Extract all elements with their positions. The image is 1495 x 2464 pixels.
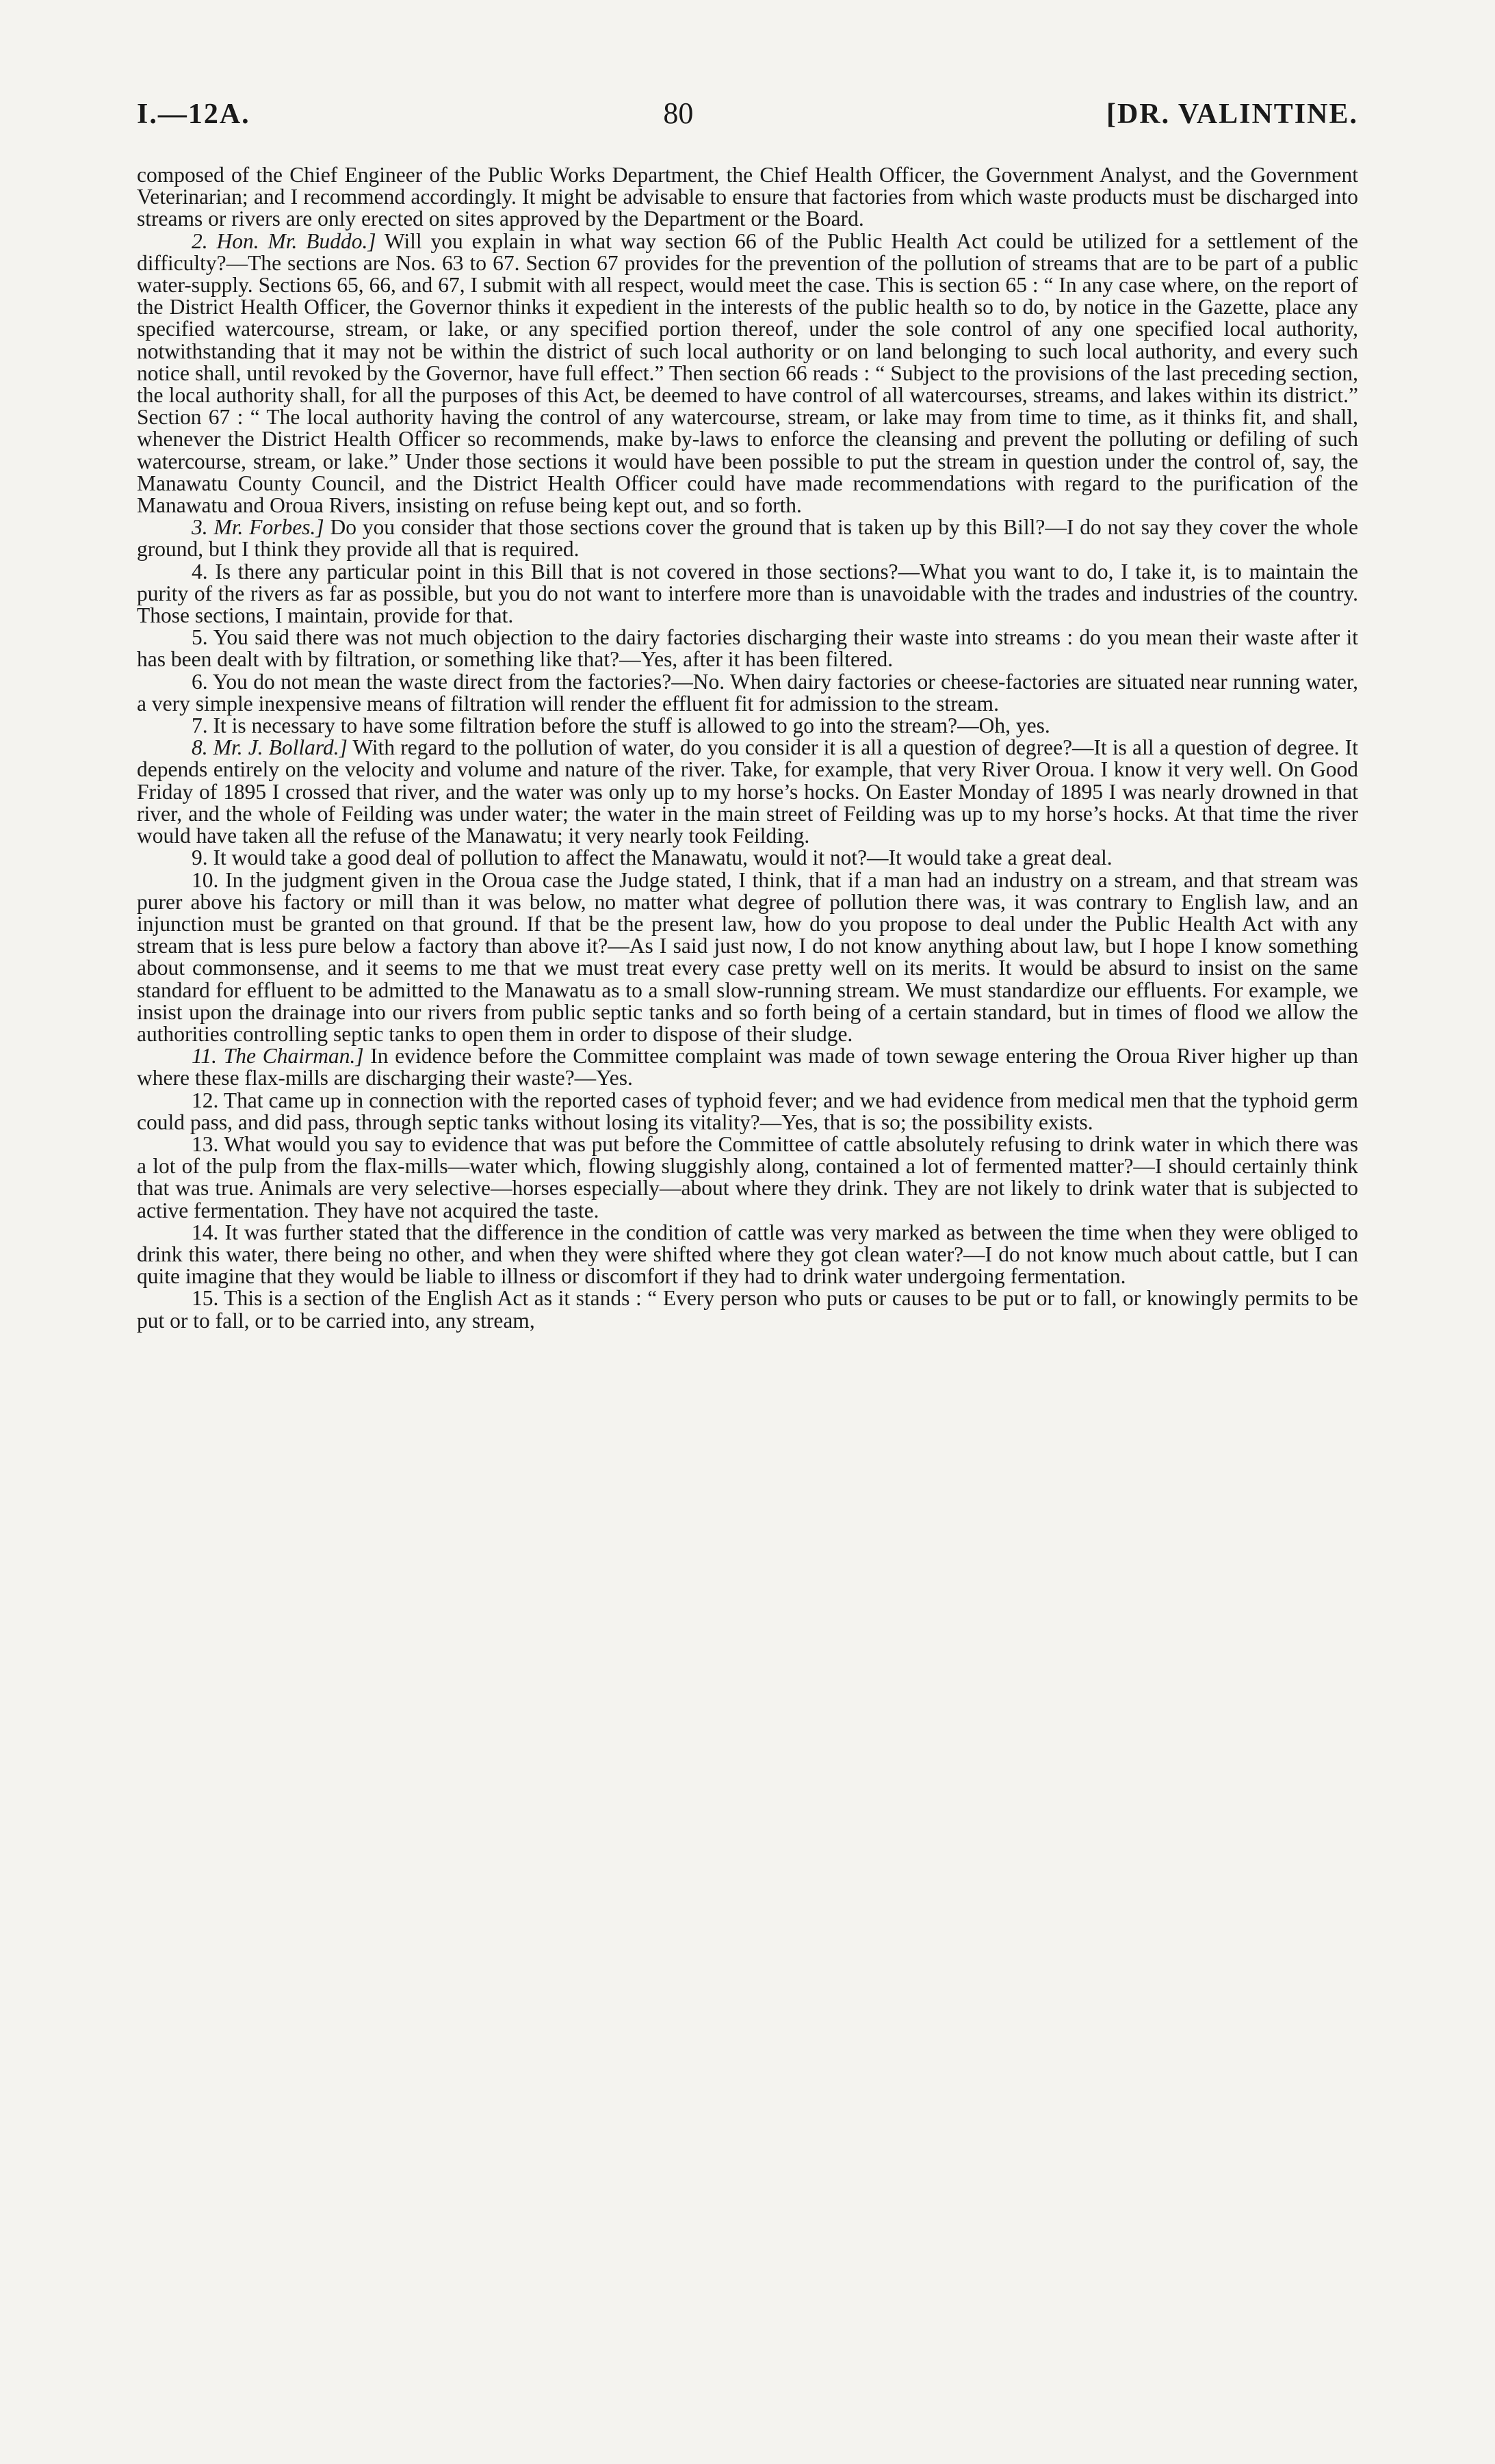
page-number: 80 (663, 96, 694, 130)
paragraph: 5. You said there was not much objection to the dairy factories discharging their waste into streams : do you mean their waste after it has been dealt with by filtration, or something like that?—Yes, after it has been filtered. (137, 625, 1358, 672)
paragraph: 15. This is a section of the English Act as it stands : “ Every person who puts or causes to be put or to fall, or knowingly permits to be put or to fall, or to be carried into, any stream, (137, 1286, 1358, 1333)
paragraph: 4. Is there any particular point in this Bill that is not covered in those sections?—What you want to do, I take it, is to maintain the purity of the rivers as far as possible, but you do not want to interfere more than is unavoidable with the trades and industries of the country. Those sections, I maintain, provide for that. (137, 559, 1358, 628)
paragraph: 10. In the judgment given in the Oroua case the Judge stated, I think, that if a man had an industry on a stream, and that stream was purer above his factory or mill than it was below, no matter what degree of pollution there was, it was contrary to English law, and an injunction must be granted on that ground. If that be the present law, how do you propose to deal under the Public Health Act with any stream that is less pure below a factory than above it?—As I said just now, I do not know anything about law, but I hope I know something about commonsense, and it seems to me that we must treat every case pretty well on its merits. It would be absurd to insist on the same standard for effluent to be admitted to the Manawatu as to a small slow-running stream. We must standardize our effluents. For example, we insist upon the drainage into our rivers from public septic tanks and so forth being of a certain standard, but in times of flood we allow the authorities controlling septic tanks to open them in order to dispose of their sludge. (137, 867, 1358, 1046)
witness-name: [DR. VALINTINE. (1106, 99, 1358, 130)
speaker-label: 2. Hon. Mr. Buddo.] (192, 228, 376, 253)
paragraph: 3. Mr. Forbes.] Do you consider that those sections cover the ground that is taken up by this Bill?—I do not say they cover the whole ground, but I think they provide all that is required. (137, 515, 1358, 562)
paragraph: 7. It is necessary to have some filtration before the stuff is allowed to go into the stream?—Oh, yes. (192, 713, 1050, 738)
paragraph: 6. You do not mean the waste direct from the factories?—No. When dairy factories or cheese-factories are situated near running water, a very simple inexpensive means of filtration will render the effluent fit for admission to the stream. (137, 669, 1358, 716)
page-header (137, 96, 1358, 137)
body-text (137, 164, 1358, 1332)
paragraph: 13. What would you say to evidence that was put before the Committee of cattle absolutely refusing to drink water in which there was a lot of the pulp from the flax-mills—water which, flowing sluggishly along, contained a lot of fermented matter?—I should certainly think that was true. Animals are very selective—horses especially—about where they drink. They are not likely to drink water that is subjected to active fermentation. They have not acquired the taste. (137, 1131, 1358, 1222)
paragraph: 14. It was further stated that the difference in the condition of cattle was very marked as between the time when they were obliged to drink this water, there being no other, and when they were shifted where they got clean water?—I do not know much about cattle, but I can quite imagine that they would be liable to illness or discomfort if they had to drink water undergoing fermentation. (137, 1220, 1358, 1289)
paragraph: 8. Mr. J. Bollard.] With regard to the pollution of water, do you consider it is all a question of degree?—It is all a question of degree. It depends entirely on the velocity and volume and nature of the river. Take, for example, that very River Oroua. I know it very well. On Good Friday of 1895 I crossed that river, and the water was only up to my horse’s hocks. On Easter Monday of 1895 I was nearly drowned in that river, and the whole of Feilding was under water; the water in the main street of Feilding was up to my horse’s hocks. At that time the river would have taken all the refuse of the Manawatu; it very nearly took Feilding. (137, 735, 1358, 848)
speaker-label: 11. The Chairman.] (192, 1044, 364, 1069)
paragraph: 12. That came up in connection with the reported cases of typhoid fever; and we had evidence from medical men that the typhoid germ could pass, and did pass, through septic tanks without losing its vitality?—Yes, that is so; the possibility exists. (137, 1088, 1358, 1134)
speaker-label: 8. Mr. J. Bollard.] (192, 735, 348, 760)
document-reference: I.—12A. (137, 99, 250, 130)
paragraph: composed of the Chief Engineer of the Public Works Department, the Chief Health Officer, the Government Analyst, and the Government Veterinarian; and I recommend accordingly. It might be advisable to ensure that factories from which waste products must be discharged into streams or rivers are only erected on sites approved by the Department or the Board. (137, 163, 1358, 231)
speaker-label: 3. Mr. Forbes.] (192, 515, 324, 540)
paragraph: 9. It would take a good deal of pollution to affect the Manawatu, would it not?—It would take a great deal. (192, 846, 1113, 870)
paragraph: 2. Hon. Mr. Buddo.] Will you explain in what way section 66 of the Public Health Act could be utilized for a settlement of the difficulty?—The sections are Nos. 63 to 67. Section 67 provides for the prevention of the pollution of streams that are to be part of a public water-supply. Sections 65, 66, and 67, I submit with all respect, would meet the case. This is section 65 : “ In any case where, on the report of the District Health Officer, the Governor thinks it expedient in the interests of the public health so to do, by notice in the Gazette, place any specified watercourse, stream, or lake, or any specified portion thereof, under the sole control of any one specified local authority, notwithstanding that it may not be within the district of such local authority or on land belonging to such local authority, and every such notice shall, until revoked by the Governor, have full effect.” Then section 66 reads : “ Subject to the provisions of the last preceding section, the local authority shall, for all the purposes of this Act, be deemed to have control of all watercourses, streams, and lakes within its district.” Section 67 : “ The local authority having the control of any watercourse, stream, or lake may from time to time, as it thinks fit, and shall, whenever the District Health Officer so recommends, make by-laws to enforce the cleansing and prevent the polluting or defiling of such watercourse, stream, or lake.” Under those sections it would have been possible to put the stream in question under the control of, say, the Manawatu County Council, and the District Health Officer could have made recommendations with regard to the purification of the Manawatu and Oroua Rivers, insisting on refuse being kept out, and so forth. (137, 228, 1358, 518)
paragraph: 11. The Chairman.] In evidence before the Committee complaint was made of town sewage entering the Oroua River higher up than where these flax-mills are discharging their waste?—Yes. (137, 1044, 1358, 1090)
